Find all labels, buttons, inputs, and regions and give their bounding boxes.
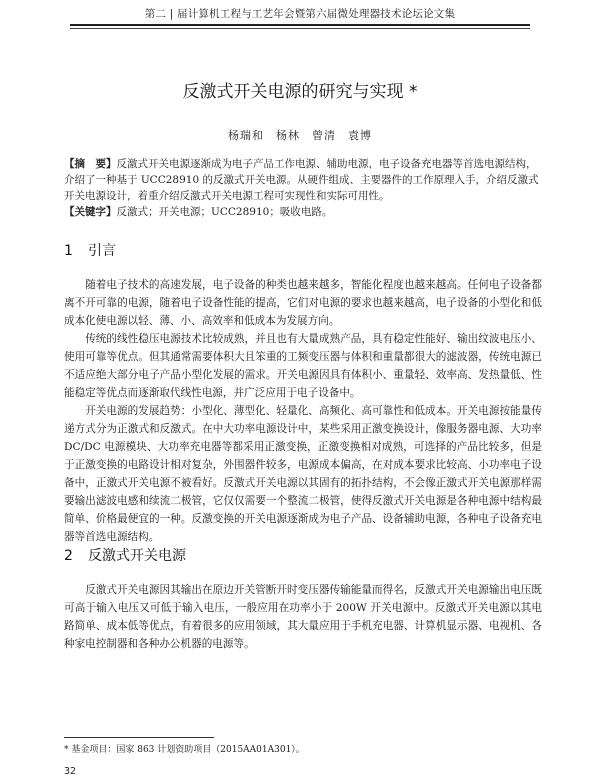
footnote-rule bbox=[64, 737, 214, 738]
abstract-text: 反激式开关电源逐渐成为电子产品工作电源、辅助电源，电子设备充电器等首选电源结构，介绍了一种基于 UCC28910 的反激式开关电源。从硬件组成、主要器件的工作原理入手，介绍反激式开关电源设计，着重介绍反激式开关电源工程可实现性和实际可用性。 bbox=[64, 158, 539, 202]
section-heading-flyback bbox=[64, 545, 186, 565]
keywords bbox=[64, 204, 542, 220]
section-body-introduction bbox=[64, 276, 542, 546]
running-header: 第二 | 届计算机工程与工艺年会暨第六届微处理器技术论坛论文集 bbox=[144, 8, 456, 20]
paragraph: 传统的线性稳压电源技术比较成熟，并且也有大量成熟产品，具有稳定性能好、输出纹波电压小、使用可靠等优点。但其通常需要体积大且笨重的工频变压器与体积和重量都很大的滤波器，传统电源已不适应绝大部分电子产品小型化发展的需求。开关电源因具有体积小、重量轻、效率高、发热量低、性能稳定等优点而逐渐取代线性电源，并广泛应用于电子设备中。 bbox=[64, 333, 542, 399]
section-body-flyback bbox=[64, 581, 542, 653]
footnote: * 基金项目：国家 863 计划资助项目（2015AA01A301）。 bbox=[64, 745, 305, 755]
paragraph: 反激式开关电源因其输出在原边开关管断开时变压器传输能量而得名，反激式开关电源输出电压既可高于输入电压又可低于输入电压，一般应用在功率小于 200W 开关电源中。反激式开关电源以其电路简单、成本低等优点，有着很多的应用领域，其大量应用于手机充电器、计算机显示器、电视机、各种家电控制器和各种办公机器的电源等。 bbox=[64, 584, 542, 650]
paragraph: 随着电子技术的高速发展，电子设备的种类也越来越多，智能化程度也越来越高。任何电子设备都离不开可靠的电源，随着电子设备性能的提高，它们对电源的要求也越来越高，电子设备的小型化和低成本化使电源以轻、薄、小、高效率和低成本为发展方向。 bbox=[64, 279, 542, 327]
section-number: 1 bbox=[64, 243, 73, 259]
section-heading-introduction bbox=[64, 240, 116, 260]
abstract-label: 【摘 要】 bbox=[64, 158, 117, 170]
abstract bbox=[64, 156, 542, 204]
paper-authors: 杨瑞和 杨林 曾清 袁博 bbox=[228, 129, 372, 142]
section-title: 反激式开关电源 bbox=[88, 548, 186, 564]
header-rule-thin bbox=[70, 28, 530, 29]
keywords-text: 反激式；开关电源；UCC28910；吸收电路。 bbox=[116, 206, 333, 218]
page-number: 32 bbox=[64, 766, 77, 777]
abstract-block bbox=[64, 156, 542, 220]
section-number: 2 bbox=[64, 548, 73, 564]
paragraph: 开关电源的发展趋势：小型化、薄型化、轻量化、高频化、高可靠性和低成本。开关电源按能量传递方式分为正激式和反激式。在中大功率电源设计中，某些采用正激变换设计，像服务器电源、大功率 DC/DC 电源模块、大功率充电器等都采用正激变换，正激变换相对成熟，可选择的产品比较多，但是于正激变换的电路设计相对复杂，外围器件较多，电源成本偏高，在对成本要求比较高、小功率电子设备中，正激式开关电源不被看好。反激式开关电源以其固有的拓扑结构，不会像正激式开关电源那样需要输出滤波电感和续流二极管，它仅仅需要一个整流二极管，使得反激式开关电源是各种电源中结构最简单、价格最便宜的一种。反激变换的开关电源逐渐成为电子产品、设备辅助电源，各种电子设备充电器等首选电源结构。 bbox=[64, 405, 542, 543]
keywords-label: 【关键字】 bbox=[64, 206, 117, 218]
paper-title: 反激式开关电源的研究与实现 * bbox=[182, 82, 418, 102]
section-title: 引言 bbox=[88, 243, 116, 259]
header-rule-thick bbox=[70, 24, 530, 26]
